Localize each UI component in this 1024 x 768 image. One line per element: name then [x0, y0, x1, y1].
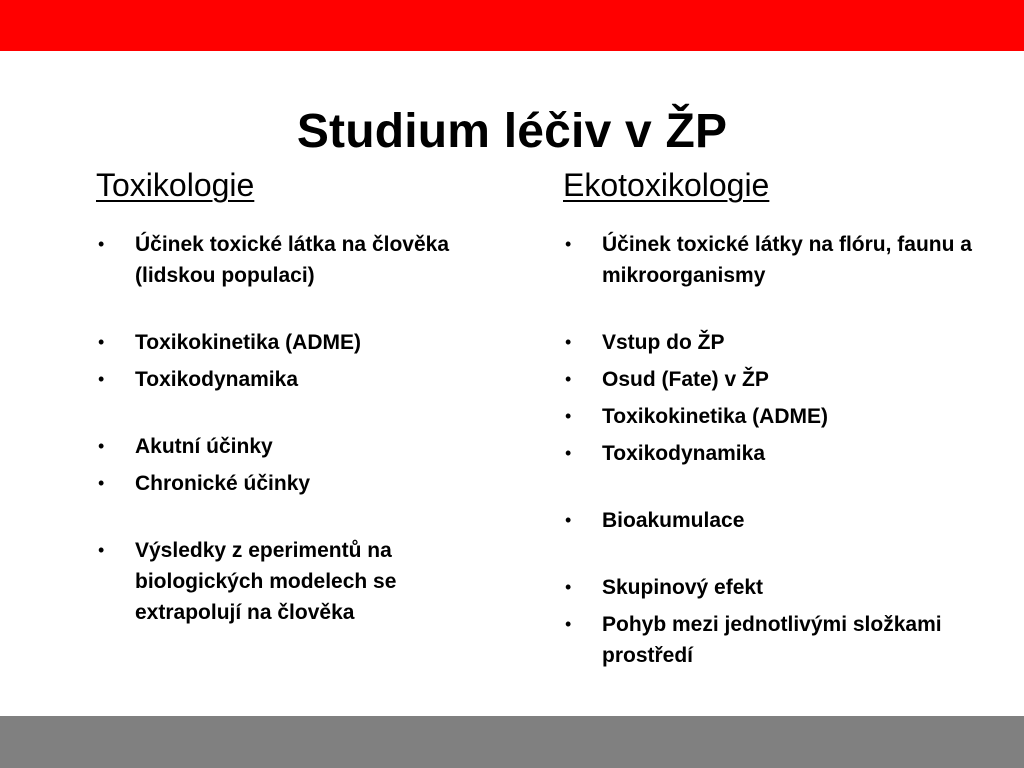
bullet-icon: •: [98, 369, 105, 389]
top-accent-bar: [0, 0, 1024, 51]
bullet-icon: •: [565, 614, 572, 634]
bullet-icon: •: [98, 436, 105, 456]
list-item-text: Toxikodynamika: [135, 368, 298, 391]
list-item: [96, 468, 496, 499]
list-item: [563, 572, 983, 603]
list-item-text: Pohyb mezi jednotlivými složkami prostředí: [602, 613, 942, 667]
list-item: [96, 535, 496, 628]
bullet-icon: •: [98, 234, 105, 254]
list-item-text: Osud (Fate) v ŽP: [602, 368, 769, 391]
list-item-text: Toxikodynamika: [602, 442, 765, 465]
bullet-icon: •: [565, 332, 572, 352]
list-item: [563, 364, 983, 395]
list-item: [563, 438, 983, 469]
list-item: [563, 327, 983, 358]
ekotoxikologie-list: [563, 229, 983, 671]
bottom-footer-bar: [0, 716, 1024, 768]
bullet-icon: •: [98, 332, 105, 352]
ekotoxikologie-column: [563, 165, 983, 677]
list-item-text: Výsledky z eperimentů na biologických modelech se extrapolují na člověka: [135, 539, 397, 624]
list-item-text: Skupinový efekt: [602, 576, 764, 599]
list-item-text: Účinek toxické látka na člověka (lidskou populaci): [135, 233, 450, 287]
list-item: [96, 327, 496, 358]
list-item: [563, 229, 983, 291]
bullet-icon: •: [98, 473, 105, 493]
list-item: [563, 401, 983, 432]
list-item: [563, 505, 983, 536]
list-item: [96, 364, 496, 395]
bullet-icon: •: [565, 510, 572, 530]
bullet-icon: •: [565, 406, 572, 426]
list-item-text: Akutní účinky: [135, 435, 273, 458]
bullet-icon: •: [565, 234, 572, 254]
list-item: [96, 229, 496, 291]
list-item-text: Vstup do ŽP: [602, 331, 725, 354]
slide-title: Studium léčiv v ŽP: [296, 105, 728, 159]
toxikologie-heading: Toxikologie: [96, 167, 255, 203]
toxikologie-list: [96, 229, 496, 628]
bullet-icon: •: [565, 369, 572, 389]
ekotoxikologie-heading: Ekotoxikologie: [563, 167, 770, 203]
list-item-text: Bioakumulace: [602, 509, 745, 532]
bullet-icon: •: [565, 443, 572, 463]
bullet-icon: •: [98, 540, 105, 560]
list-item-text: Toxikokinetika (ADME): [135, 331, 361, 354]
toxikologie-column: [96, 165, 496, 634]
list-item: [96, 431, 496, 462]
list-item: [563, 609, 983, 671]
list-item-text: Toxikokinetika (ADME): [602, 405, 828, 428]
list-item-text: Chronické účinky: [135, 472, 311, 495]
list-item-text: Účinek toxické látky na flóru, faunu a mikroorganismy: [602, 233, 972, 287]
bullet-icon: •: [565, 577, 572, 597]
